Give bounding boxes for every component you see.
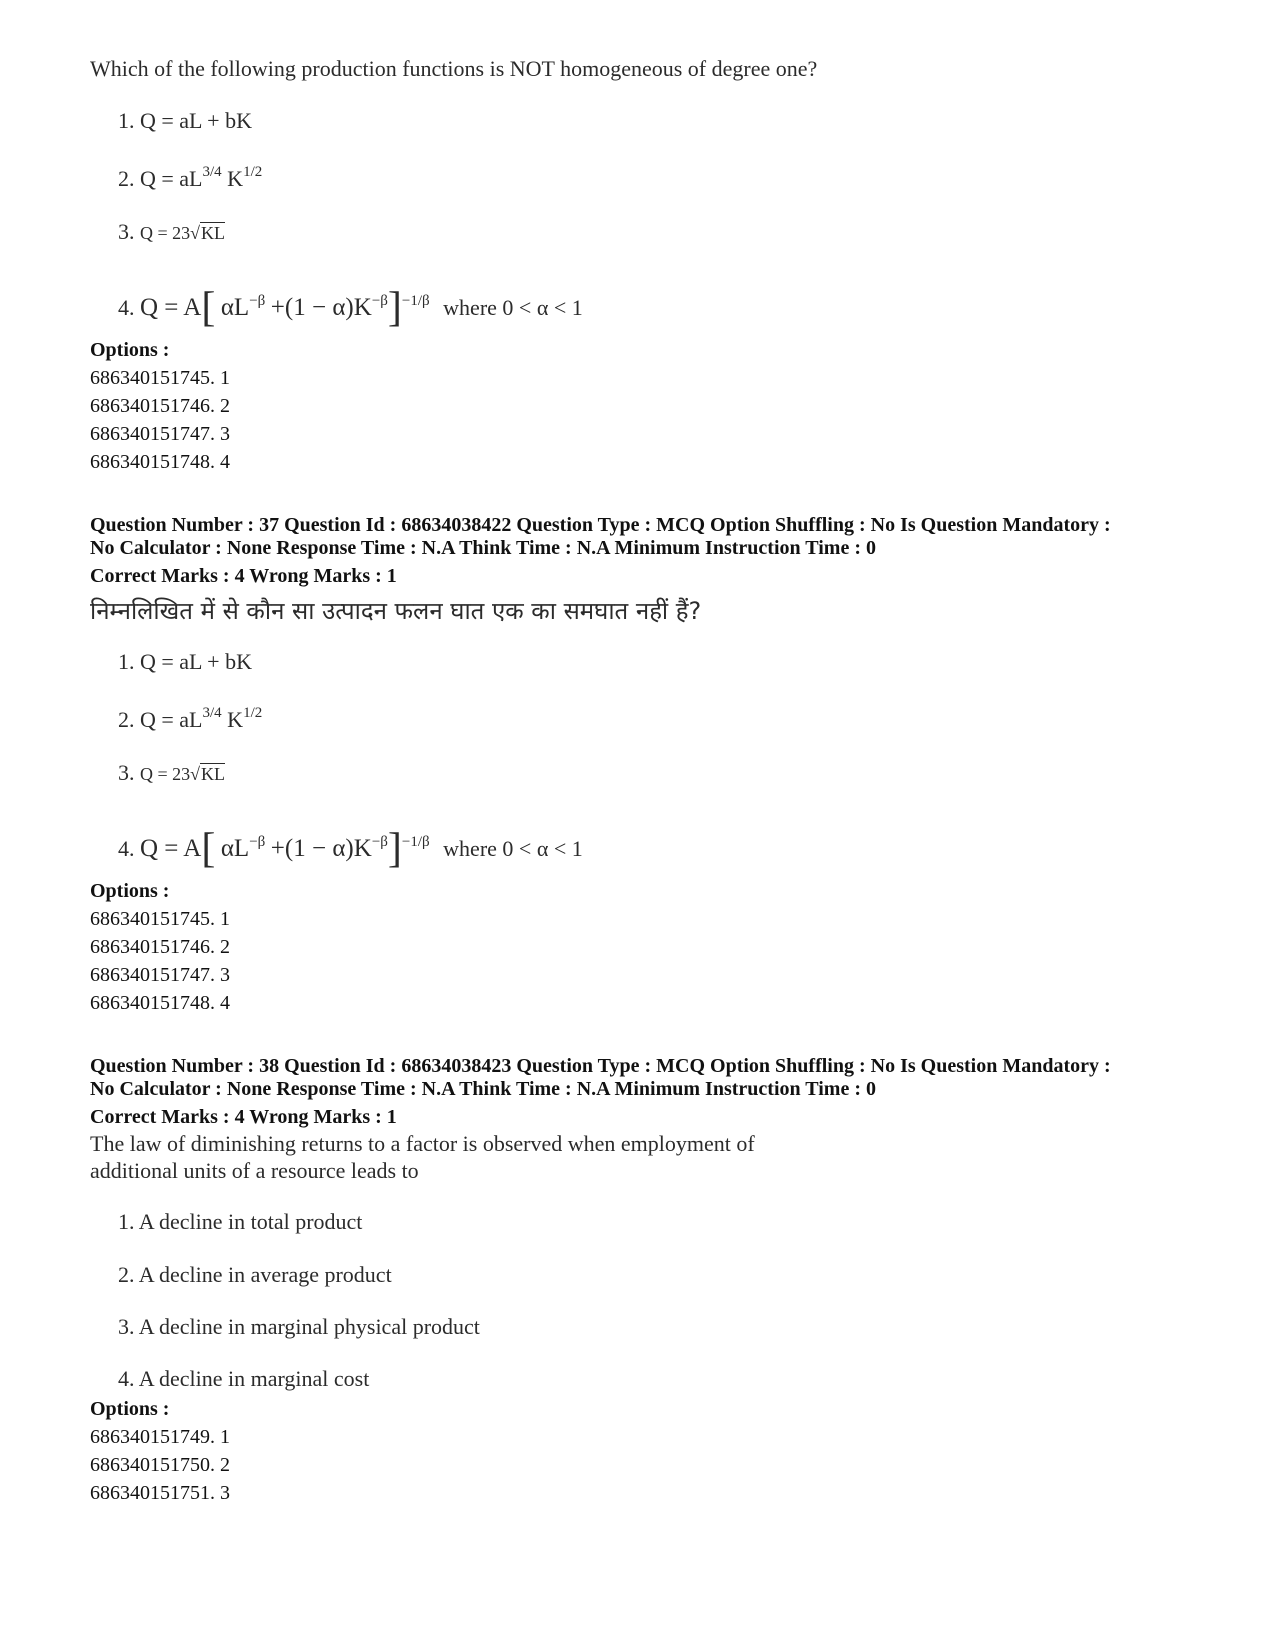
question-meta-line-1: Question Number : 37 Question Id : 68634038422 Question Type : MCQ Option Shuffling : No Is Question Mandatory : <box>90 514 1111 536</box>
question-text: निम्नलिखित में से कौन सा उत्पादन फलन घात एक का समघात नहीं हैं? <box>90 597 702 625</box>
option-id: 686340151749. 1 <box>90 1426 230 1448</box>
option-id: 686340151748. 4 <box>90 992 230 1014</box>
question-meta-line-2: No Calculator : None Response Time : N.A Think Time : N.A Minimum Instruction Time : 0 <box>90 537 876 559</box>
choice-1: 1. Q = aL + bK <box>118 649 252 674</box>
choice-4: 4. Q = A[ $\alpha L^{-\beta} +(1 - \alpha)K^{-\beta}]^{-1/\beta}$ where 0 < α < 1 <box>118 826 583 872</box>
choice-1: 1. A decline in total product <box>118 1209 363 1234</box>
question-text-line-1: The law of diminishing returns to a factor is observed when employment of <box>90 1131 755 1156</box>
options-label: Options : <box>90 880 170 902</box>
question-meta-line-1: Question Number : 38 Question Id : 68634038423 Question Type : MCQ Option Shuffling : No Is Question Mandatory : <box>90 1055 1111 1077</box>
option-id: 686340151747. 3 <box>90 964 230 986</box>
option-id: 686340151747. 3 <box>90 423 230 445</box>
choice-1: 1. Q = aL + bK <box>118 108 252 133</box>
question-marks: Correct Marks : 4 Wrong Marks : 1 <box>90 1106 397 1128</box>
question-meta-line-2: No Calculator : None Response Time : N.A Think Time : N.A Minimum Instruction Time : 0 <box>90 1078 876 1100</box>
question-marks: Correct Marks : 4 Wrong Marks : 1 <box>90 565 397 587</box>
question-text-line-2: additional units of a resource leads to <box>90 1158 419 1183</box>
choice-2: 2. $Q = aL^{3/4}$ $K^{1/2}$ <box>118 164 263 191</box>
option-id: 686340151745. 1 <box>90 367 230 389</box>
option-id: 686340151746. 2 <box>90 936 230 958</box>
option-id: 686340151748. 4 <box>90 451 230 473</box>
choice-2: 2. A decline in average product <box>118 1262 392 1287</box>
choice-3: 3. Q = 23√KL <box>118 760 226 785</box>
options-label: Options : <box>90 339 170 361</box>
question-text: Which of the following production functions is NOT homogeneous of degree one? <box>90 56 818 81</box>
option-id: 686340151750. 2 <box>90 1454 230 1476</box>
choice-3: 3. Q = 23√KL <box>118 219 226 244</box>
choice-3: 3. A decline in marginal physical product <box>118 1314 480 1339</box>
option-id: 686340151746. 2 <box>90 395 230 417</box>
option-id: 686340151745. 1 <box>90 908 230 930</box>
choice-4: 4. Q = A[ $\alpha L^{-\beta} +(1 - \alpha)K^{-\beta}]^{-1/\beta}$ where 0 < α < 1 <box>118 285 583 331</box>
choice-4: 4. A decline in marginal cost <box>118 1366 370 1391</box>
choice-2: 2. $Q = aL^{3/4}$ $K^{1/2}$ <box>118 705 263 732</box>
options-label: Options : <box>90 1398 170 1420</box>
option-id: 686340151751. 3 <box>90 1482 230 1504</box>
